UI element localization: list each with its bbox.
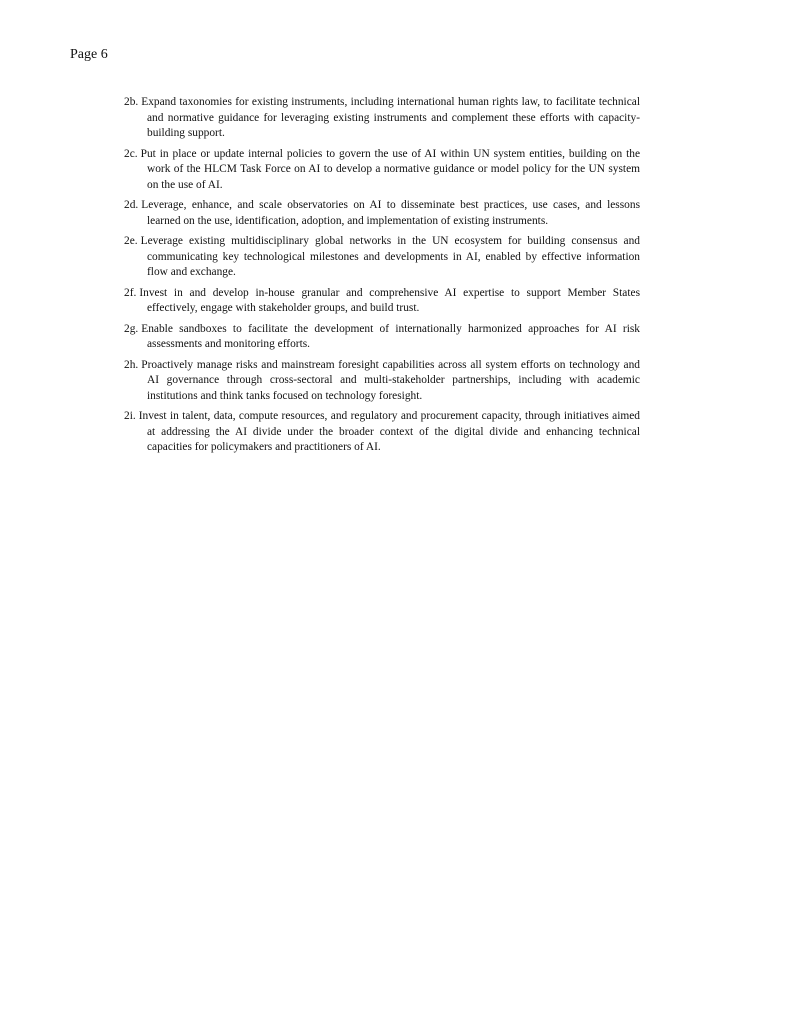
item-text: Put in place or update internal policies to govern the use of AI within UN system entities, building on the work of the HLCM Task Force on AI to develop a normative guidance or model policy for the UN system on the use of AI.: [140, 147, 640, 191]
list-item-2g: [124, 322, 640, 353]
item-label: 2c.: [124, 147, 138, 160]
item-text: Invest in and develop in-house granular and comprehensive AI expertise to support Member States effectively, engage with stakeholder groups, and build trust.: [139, 286, 640, 314]
page-number: Page 6: [70, 47, 108, 62]
item-text: Leverage existing multidisciplinary global networks in the UN ecosystem for building consensus and communicating key technological milestones and developments in AI, enabled by effective information flow and exchange.: [140, 235, 640, 278]
item-label: 2f.: [124, 286, 137, 299]
item-label: 2h.: [124, 358, 139, 371]
item-label: 2e.: [124, 235, 138, 247]
item-label: 2b.: [124, 96, 139, 108]
list-item-2e: [124, 234, 640, 281]
item-label: 2i.: [124, 410, 136, 422]
list-item-2f: [124, 286, 640, 317]
item-text: Proactively manage risks and mainstream foresight capabilities across all system efforts on technology and AI governance through cross-sectoral and multi-stakeholder partnerships, including with academic institutions and think tanks focused on technology foresight.: [141, 358, 640, 402]
item-label: 2d.: [124, 199, 139, 211]
list-item-2i: [124, 409, 640, 456]
item-text: Expand taxonomies for existing instruments, including international human rights law, to facilitate technical and normative guidance for leveraging existing instruments and complement these efforts with capacity-building support.: [141, 96, 640, 139]
item-text: Leverage, enhance, and scale observatories on AI to disseminate best practices, use cases, and lessons learned on the use, identification, adoption, and implementation of existing instruments.: [141, 199, 640, 227]
list-item-2d: [124, 198, 640, 229]
list-item-2h: [124, 358, 640, 405]
recommendation-list: [124, 95, 640, 461]
item-label: 2g.: [124, 322, 139, 335]
item-text: Invest in talent, data, compute resources, and regulatory and procurement capacity, through initiatives aimed at addressing the AI divide under the broader context of the digital divide and enhancing technical capacities for policymakers and practitioners of AI.: [138, 410, 640, 453]
item-text: Enable sandboxes to facilitate the development of internationally harmonized approaches for AI risk assessments and monitoring efforts.: [141, 322, 640, 350]
list-item-2c: [124, 147, 640, 194]
list-item-2b: [124, 95, 640, 142]
